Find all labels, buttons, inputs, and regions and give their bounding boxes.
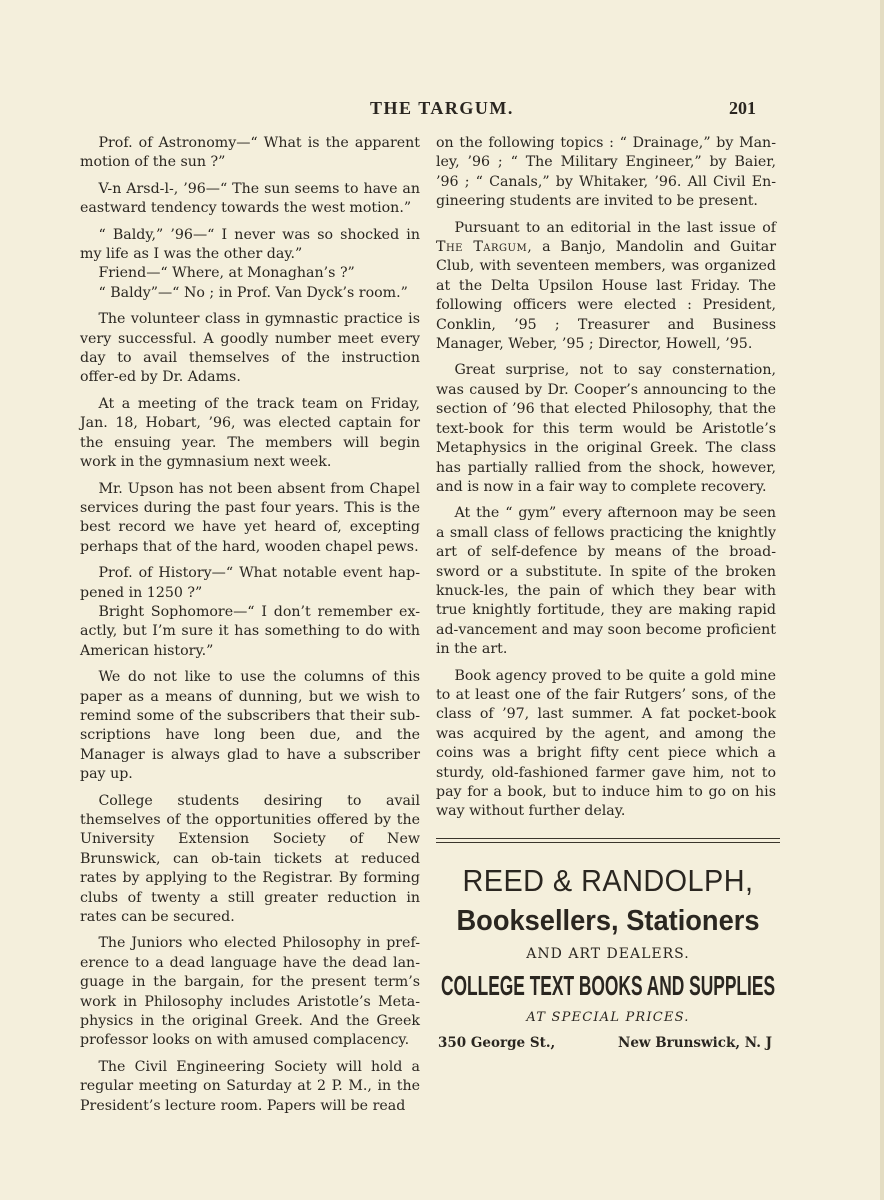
running-title: THE TARGUM.	[370, 98, 514, 118]
philosophy-juniors-item: The Juniors who elected Philosophy in pref-erence to a dead language have the dead lan-guage in the bargain, for the present term’s work in Philosophy includes Aristotle’s Meta-physics in the original Greek. And the Greek professor looks on with amused complacency.	[80, 935, 420, 1049]
subscription-notice: We do not like to use the columns of this paper as a means of dunning, but we wish to remind some of the subscribers that their sub-scriptions have long been due, and the Manager is always glad to have a subscriber pay up.	[80, 669, 420, 783]
ad-city: New Brunswick, N. J	[618, 1035, 772, 1051]
ad-address	[436, 1035, 780, 1053]
banjo-club-rest: a Banjo, Mandolin and Guitar Club, with seventeen members, was organized at the Delta Upsilon House last Friday. The following officers were elected : President, Conklin, ’95 ; Treasurer and Business Manager, Weber, ’95 ; Director, Howell, ’95.	[436, 239, 776, 353]
ad-trade: Booksellers, Stationers	[456, 905, 760, 937]
extension-society-item: College students desiring to avail themselves of the opportunities offered by the University Extension Society of New Brunswick, can ob-tain tickets at reduced rates by applying to the Registrar. By forming clubs of twenty a still greater reduction in rates can be secured.	[80, 792, 420, 926]
chapel-record-item: Mr. Upson has not been absent from Chapel services during the past four years. This is the best record we have yet heard of, excepting perhaps that of the hard, wooden chapel pews.	[80, 480, 420, 555]
page-number: 201	[729, 98, 756, 118]
civil-engineering-item: The Civil Engineering Society will hold a regular meeting on Saturday at 2 P. M., in the President’s lecture room. Papers will be read	[80, 1058, 420, 1114]
page-header	[80, 98, 760, 124]
ad-rule-bottom	[436, 842, 780, 843]
ad-rule-top	[436, 838, 780, 839]
aristotle-item: Great surprise, not to say consternation, was caused by Dr. Cooper’s announcing to the section of ’96 that elected Philosophy, that the text-book for this term would be Aristotle’s Metaphysics in the original Greek. The class has partially rallied from the shock, however, and is now in a fair way to complete recovery.	[436, 362, 776, 495]
astronomy-question: Prof. of Astronomy—“ What is the apparent motion of the sun ?”	[80, 135, 420, 171]
sophomore-answer: Bright Sophomore—“ I don’t remember ex-actly, but I’m sure it has something to do with American history.”	[80, 603, 420, 659]
gym-fencing-item: At the “ gym” every afternoon may be seen a small class of fellows practicing the knightly art of self-defence by means of the broad-sword or a substitute. In spite of the broken knuck-les, the pain of which they bear with true knightly fortitude, they are making rapid ad-vancement and may soon become proficient in the art.	[436, 505, 776, 658]
gymnastic-class-item: The volunteer class in gymnastic practice is very successful. A goodly number meet every day to avail themselves of the instruction offer-ed by Dr. Adams.	[80, 311, 420, 386]
book-agency-item: Book agency proved to be quite a gold mine to at least one of the fair Rutgers’ sons, of the class of ’97, last summer. A fat pocket-book was acquired by the agent, and among the coins was a bright fifty cent piece which a sturdy, old-fashioned farmer gave him, not to pay for a book, but to induce him to go on his way without further delay.	[436, 667, 776, 820]
baldy-reply: “ Baldy”—“ No ; in Prof. Van Dyck’s room.”	[98, 284, 408, 301]
civil-engineering-continued: on the following topics : “ Drainage,” by Man-ley, ’96 ; “ The Military Engineer,” by Baier, ’96 ; “ Canals,” by Whitaker, ’96. All Civil En-gineering students are invited to be present.	[436, 135, 776, 210]
page-edge	[880, 0, 884, 1200]
banjo-club-lead: Pursuant to an editorial in the last issue of	[454, 219, 776, 236]
right-column	[436, 134, 776, 829]
baldy-quote: “ Baldy,” ’96—“ I never was so shocked in my life as I was the other day.”	[80, 226, 420, 263]
ad-street: 350 George St.,	[438, 1035, 556, 1051]
ad-business-name: REED & RANDOLPH,	[462, 863, 754, 898]
targum-name: The Targum,	[436, 239, 533, 256]
banjo-club-item	[436, 219, 776, 355]
history-question: Prof. of History—“ What notable event hap-pened in 1250 ?”	[80, 565, 420, 601]
track-team-item: At a meeting of the track team on Friday, Jan. 18, Hobart, ’96, was elected captain for the ensuing year. The members will begin work in the gymnasium next week.	[80, 395, 420, 471]
advertisement	[436, 838, 780, 1053]
ad-specialty: COLLEGE TEXT BOOKS AND SUPPLIES	[440, 970, 776, 1001]
astronomy-answer: V-n Arsd-l-, ’96—“ The sun seems to have an eastward tendency towards the west motion.”	[80, 180, 420, 217]
ad-prices: AT SPECIAL PRICES.	[526, 1010, 690, 1025]
friend-quote: Friend—“ Where, at Monaghan’s ?”	[98, 265, 355, 282]
left-column	[80, 134, 420, 1123]
ad-dealers: AND ART DEALERS.	[526, 946, 690, 962]
